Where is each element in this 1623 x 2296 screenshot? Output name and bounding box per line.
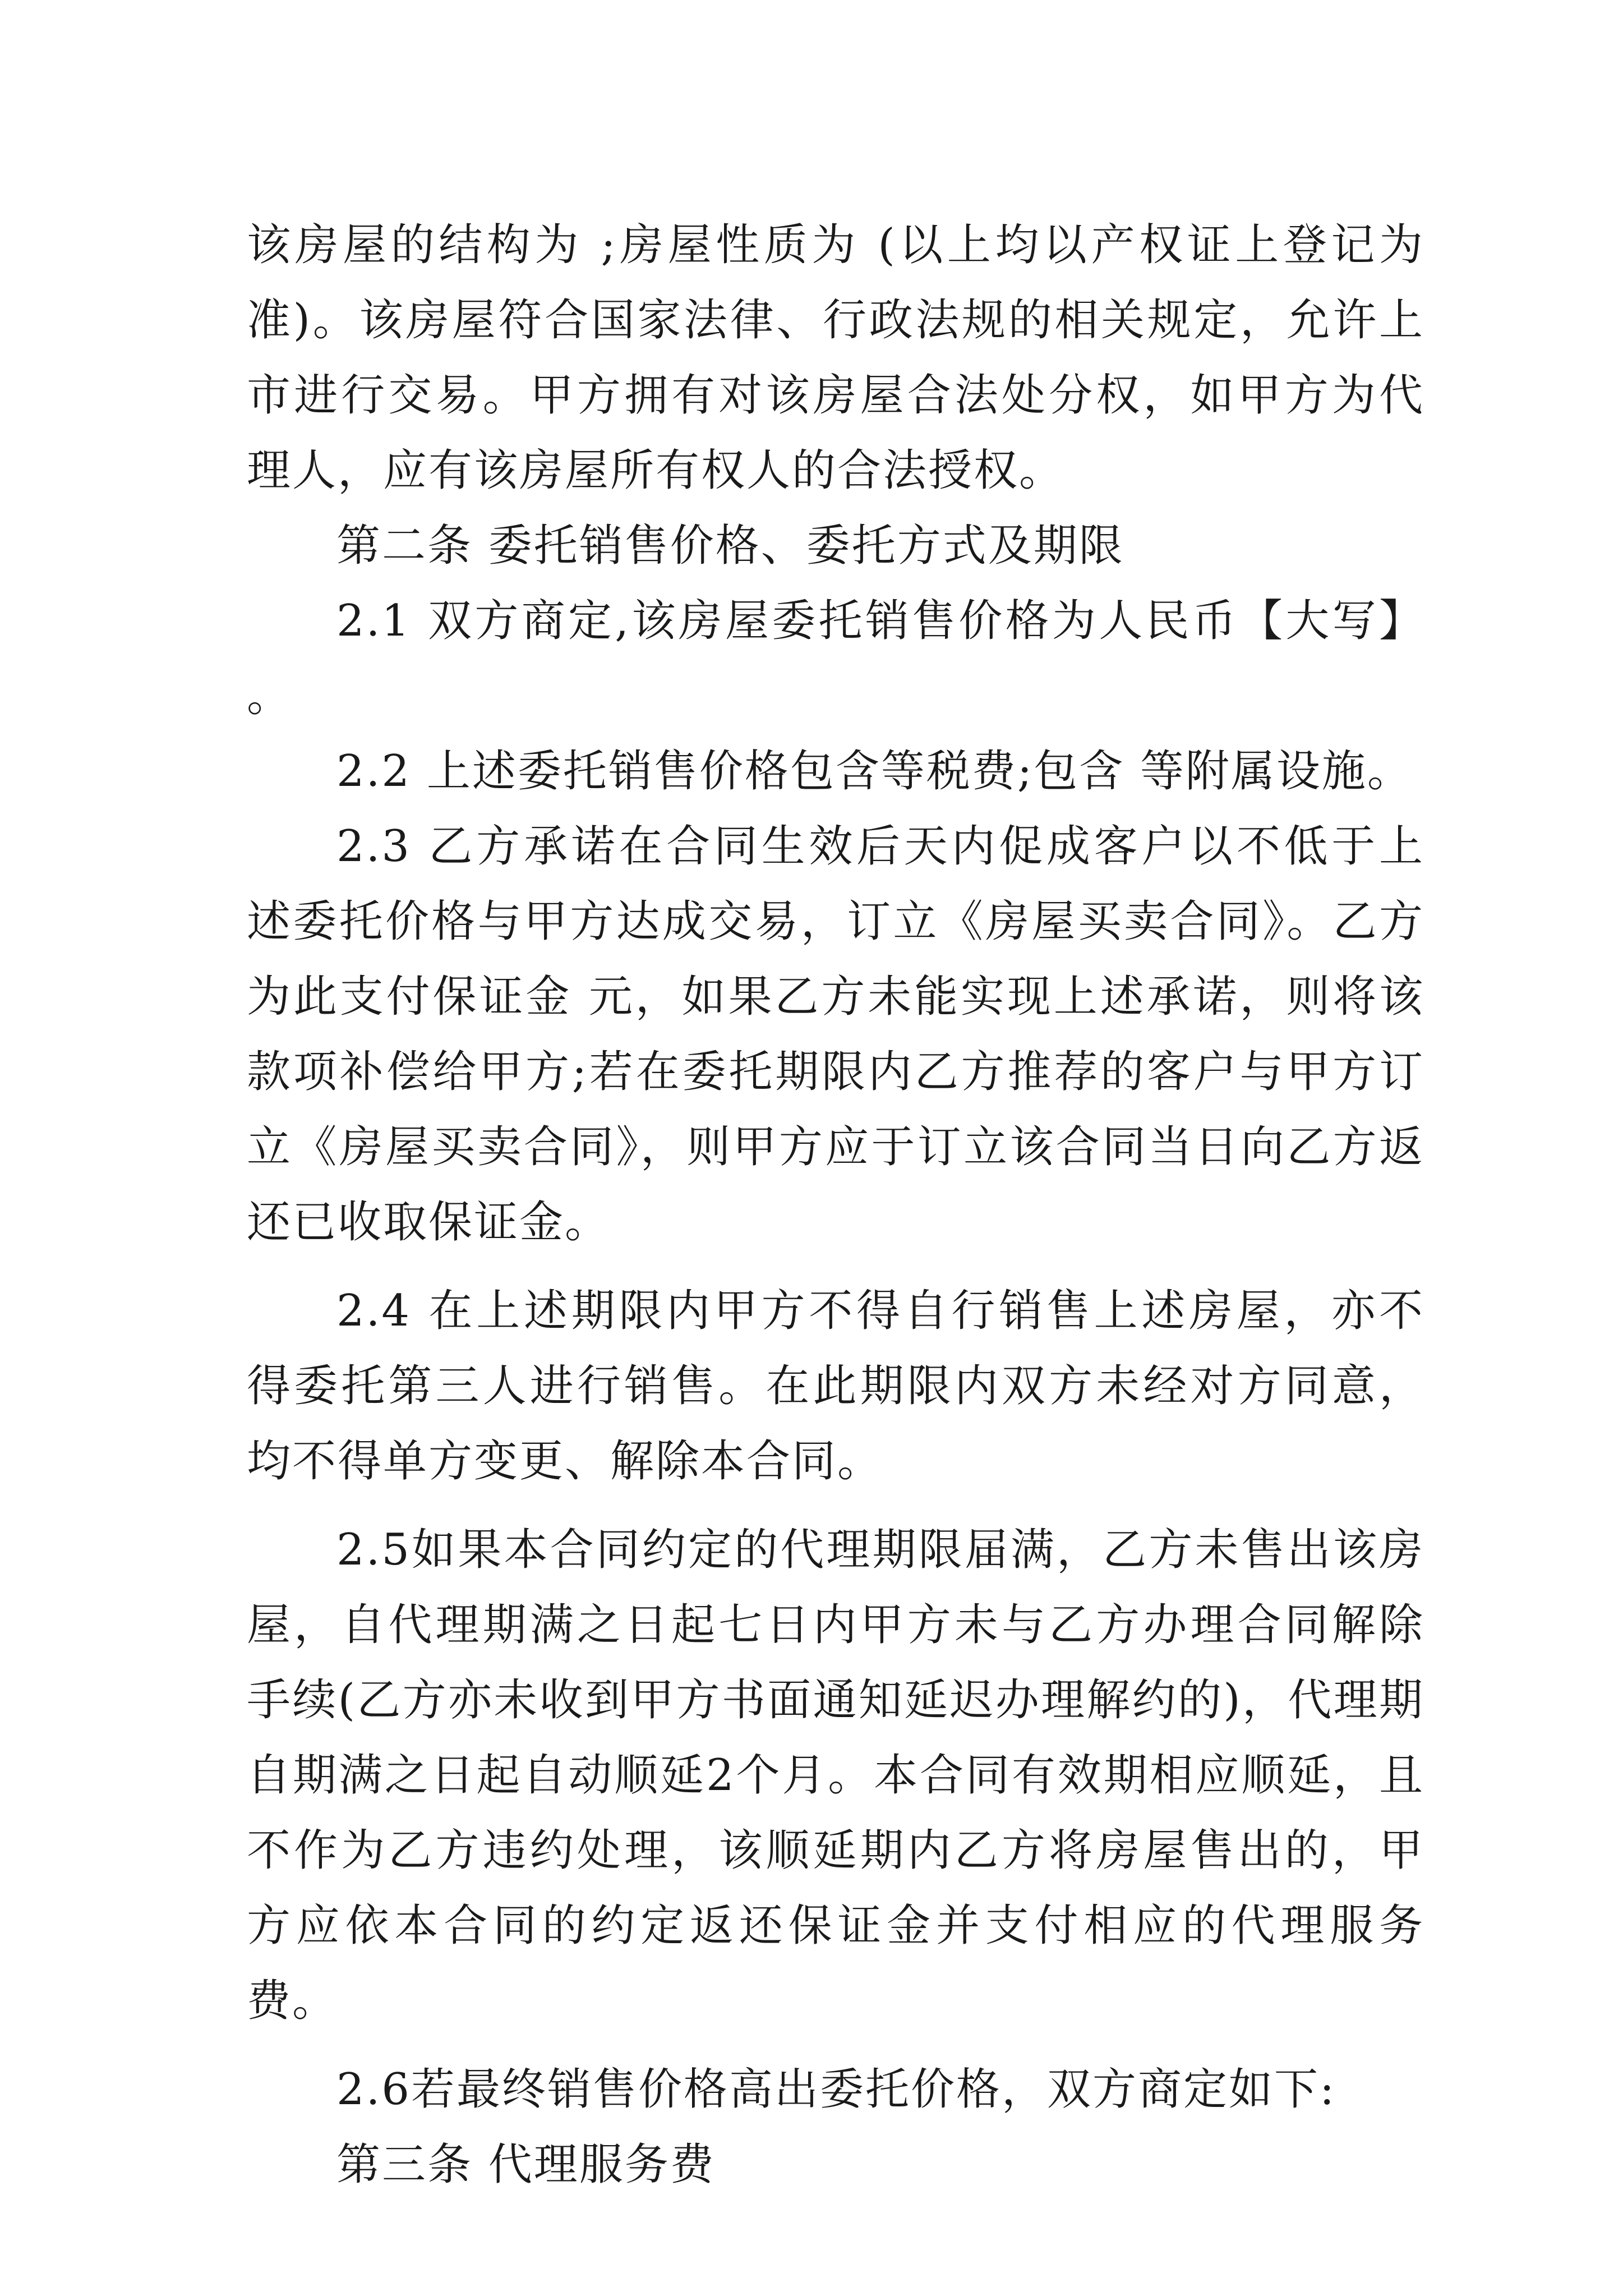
clause-2-2: 2.2 上述委托销售价格包含等税费;包含 等附属设施。 [336, 746, 1413, 797]
heading-article-2: 第二条 委托销售价格、委托方式及期限 [336, 521, 1124, 571]
clause-2-4: 2.4 在上述期限内甲方不得自行销售上述房屋，亦不得委托第三人进行销售。在此期限内双方未经对方同意，均不得单方变更、解除本合同。 [247, 1286, 1424, 1487]
document-body [247, 208, 1424, 2202]
clause-2-5: 2.5如果本合同约定的代理期限届满，乙方未售出该房屋，自代理期满之日起七日内甲方未与乙方办理合同解除手续(乙方亦未收到甲方书面通知延迟办理解约的)，代理期自期满之日起自动顺延2个月。本合同有效期相应顺延，且不作为乙方违约处理，该顺延期内乙方将房屋售出的，甲方应依本合同的约定返还保证金并支付相应的代理服务费。 [247, 1525, 1424, 2026]
clause-2-1: 2.1 双方商定,该房屋委托销售价格为人民币【大写】 。 [247, 596, 1424, 721]
heading-article-3: 第三条 代理服务费 [336, 2139, 716, 2190]
clause-2-3: 2.3 乙方承诺在合同生效后天内促成客户以不低于上述委托价格与甲方达成交易，订立《房屋买卖合同》。乙方为此支付保证金 元，如果乙方未能实现上述承诺，则将该款项补偿给甲方;若在委托期限内乙方推荐的客户与甲方订立《房屋买卖合同》，则甲方应于订立该合同当日向乙方返还已收取保证金。 [247, 821, 1424, 1248]
paragraph-house-structure: 该房屋的结构为 ;房屋性质为 (以上均以产权证上登记为准)。该房屋符合国家法律、行政法规的相关规定，允许上市进行交易。甲方拥有对该房屋合法处分权，如甲方为代理人，应有该房屋所有权人的合法授权。 [247, 220, 1424, 496]
clause-2-6: 2.6若最终销售价格高出委托价格，双方商定如下: [336, 2064, 1336, 2115]
